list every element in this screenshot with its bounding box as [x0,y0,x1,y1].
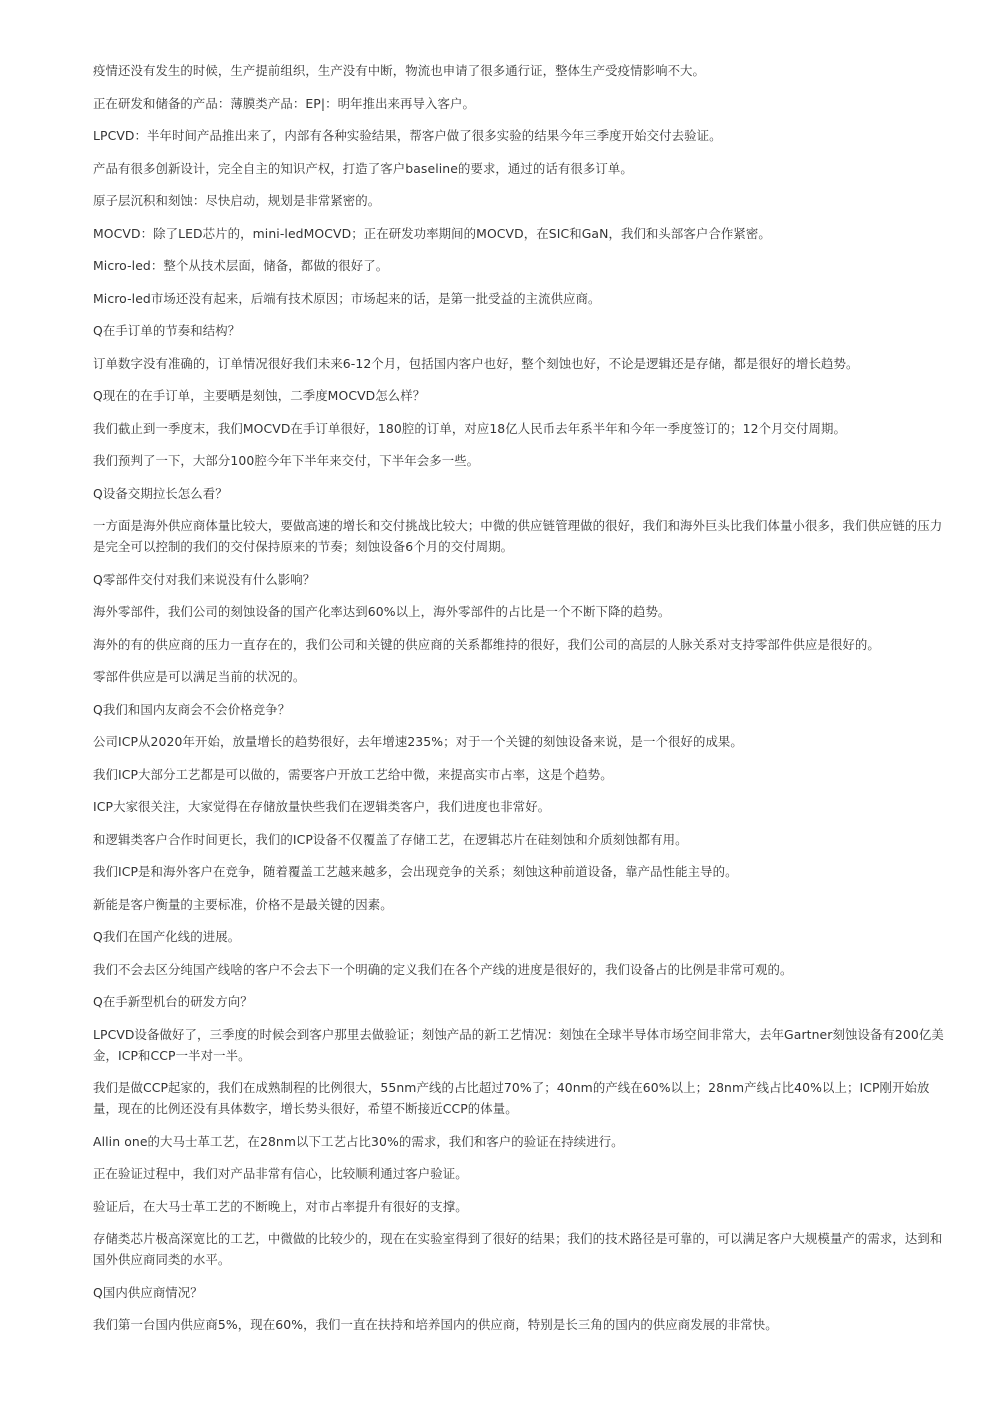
paragraph-mocvd: MOCVD：除了LED芯片的，mini-ledMOCVD；正在研发功率期间的MOCVD，在SIC和GaN，我们和头部客户合作紧密。 [93,225,771,241]
paragraph-epidemic: 疫情还没有发生的时候，生产提前组织，生产没有中断，物流也申请了很多通行证，整体生产受疫情影响不大。 [93,63,706,78]
paragraph-ald: 原子层沉积和刻蚀：尽快启动，规划是非常紧密的。 [93,193,381,208]
paragraph-verification: 正在验证过程中，我们对产品非常有信心，比较顺利通过客户验证。 [93,1166,468,1181]
paragraph-ccp-share: 我们是做CCP起家的，我们在成熟制程的比例很大，55nm产线的占比超过70%了；40nm的产线在60%以上；28nm产线占比40%以上；ICP刚开始放量，现在的比例还没有具体数字，增长势头很好，希望不断接近CCP的体量。 [93,1080,930,1116]
paragraph-delivery-forecast: 我们预判了一下，大部分100腔今年下半年来交付，下半年会多一些。 [93,453,480,468]
question-new-tools: Q在手新型机台的研发方向？ [93,994,253,1009]
answer-parts-localization: 海外零部件，我们公司的刻蚀设备的国产化率达到60%以上，海外零部件的占比是一个不断下降的趋势。 [93,604,671,619]
paragraph-microled-tech: Micro-led：整个从技术层面，储备，都做的很好了。 [93,258,389,273]
paragraph-performance-standard: 新能是客户衡量的主要标准，价格不是最关键的因素。 [93,896,393,912]
paragraph-microled-market: Micro-led市场还没有起来，后端有技术原因；市场起来的话，是第一批受益的主流供应商。 [93,290,601,306]
paragraph-high-aspect: 存储类芯片极高深宽比的工艺，中微做的比较少的，现在在实验室得到了很好的结果；我们的技术路径是可靠的，可以满足客户大规模量产的需求，达到和国外供应商同类的水平。 [93,1231,943,1267]
paragraph-lpcvd: LPCVD：半年时间产品推出来了，内部有各种实验结果，帮客户做了很多实验的结果今年三季度开始交付去验证。 [93,128,722,143]
paragraph-icp-attention: ICP大家很关注，大家觉得在存储放量快些我们在逻辑类客户，我们进度也非常好。 [93,799,551,814]
paragraph-icp-competition: 我们ICP是和海外客户在竞争，随着覆盖工艺越来越多，会出现竞争的关系；刻蚀这种前道设备，靠产品性能主导的。 [93,864,738,879]
paragraph-rd-products: 正在研发和储备的产品：薄膜类产品：EP|：明年推出来再导入客户。 [93,95,476,111]
paragraph-innovation: 产品有很多创新设计，完全自主的知识产权，打造了客户baseline的要求，通过的话有很多订单。 [93,160,633,176]
question-order-rhythm: Q在手订单的节奏和结构？ [93,323,241,338]
paragraph-supplier-pressure: 海外的有的供应商的压力一直存在的，我们公司和关键的供应商的关系都维持的很好，我们公司的高层的人脉关系对支持零部件供应是很好的。 [93,636,880,652]
question-domestic-suppliers: Q国内供应商情况？ [93,1284,203,1300]
paragraph-allinone: Allin one的大马士革工艺，在28nm以下工艺占比30%的需求，我们和客户的验证在持续进行。 [93,1133,624,1149]
question-domestic-lines: Q我们在国产化线的进展。 [93,929,241,944]
answer-domestic-lines: 我们不会去区分纯国产线啥的客户不会去下一个明确的定义我们在各个产线的进度是很好的，我们设备占的比例是非常可观的。 [93,961,793,977]
answer-icp-growth: 公司ICP从2020年开始，放量增长的趋势很好，去年增速235%；对于一个关键的刻蚀设备来说，是一个很好的成果。 [93,734,743,749]
answer-order-rhythm: 订单数字没有准确的，订单情况很好我们未来6-12个月，包括国内客户也好，整个刻蚀也好，不论是逻辑还是存储，都是很好的增长趋势。 [93,355,859,371]
question-parts-delivery: Q零部件交付对我们来说没有什么影响？ [93,571,316,587]
answer-lpcvd-etch: LPCVD设备做好了，三季度的时候会到客户那里去做验证；刻蚀产品的新工艺情况：刻蚀在全球半导体市场空间非常大，去年Gartner刻蚀设备有200亿美金，ICP和CCP一半对一半。 [93,1026,944,1063]
paragraph-parts-supply: 零部件供应是可以满足当前的状况的。 [93,669,306,684]
question-lead-time: Q设备交期拉长怎么看？ [93,485,228,501]
answer-current-orders: 我们截止到一季度末，我们MOCVD在手订单很好，180腔的订单，对应18亿人民币去年系半年和今年一季度签订的；12个月交付周期。 [93,420,847,436]
question-price-competition: Q我们和国内友商会不会价格竞争？ [93,701,291,717]
answer-domestic-suppliers: 我们第一台国内供应商5%，现在60%，我们一直在扶持和培养国内的供应商，特别是长三角的国内的供应商发展的非常快。 [93,1317,778,1332]
paragraph-icp-process: 我们ICP大部分工艺都是可以做的，需要客户开放工艺给中微，来提高实市占率，这是个趋势。 [93,766,613,782]
paragraph-damascene: 验证后，在大马士革工艺的不断晚上，对市占率提升有很好的支撑。 [93,1198,468,1214]
paragraph-logic-customers: 和逻辑类客户合作时间更长，我们的ICP设备不仅覆盖了存储工艺，在逻辑芯片在硅刻蚀和介质刻蚀都有用。 [93,831,688,847]
answer-lead-time: 一方面是海外供应商体量比较大，要做高速的增长和交付挑战比较大；中微的供应链管理做的很好，我们和海外巨头比我们体量小很多，我们供应链的压力是完全可以控制的我们的交付保持原来的节奏；刻蚀设备6个月的交付周期。 [93,518,943,554]
question-current-orders: Q现在的在手订单，主要晒是刻蚀，二季度MOCVD怎么样？ [93,388,426,403]
